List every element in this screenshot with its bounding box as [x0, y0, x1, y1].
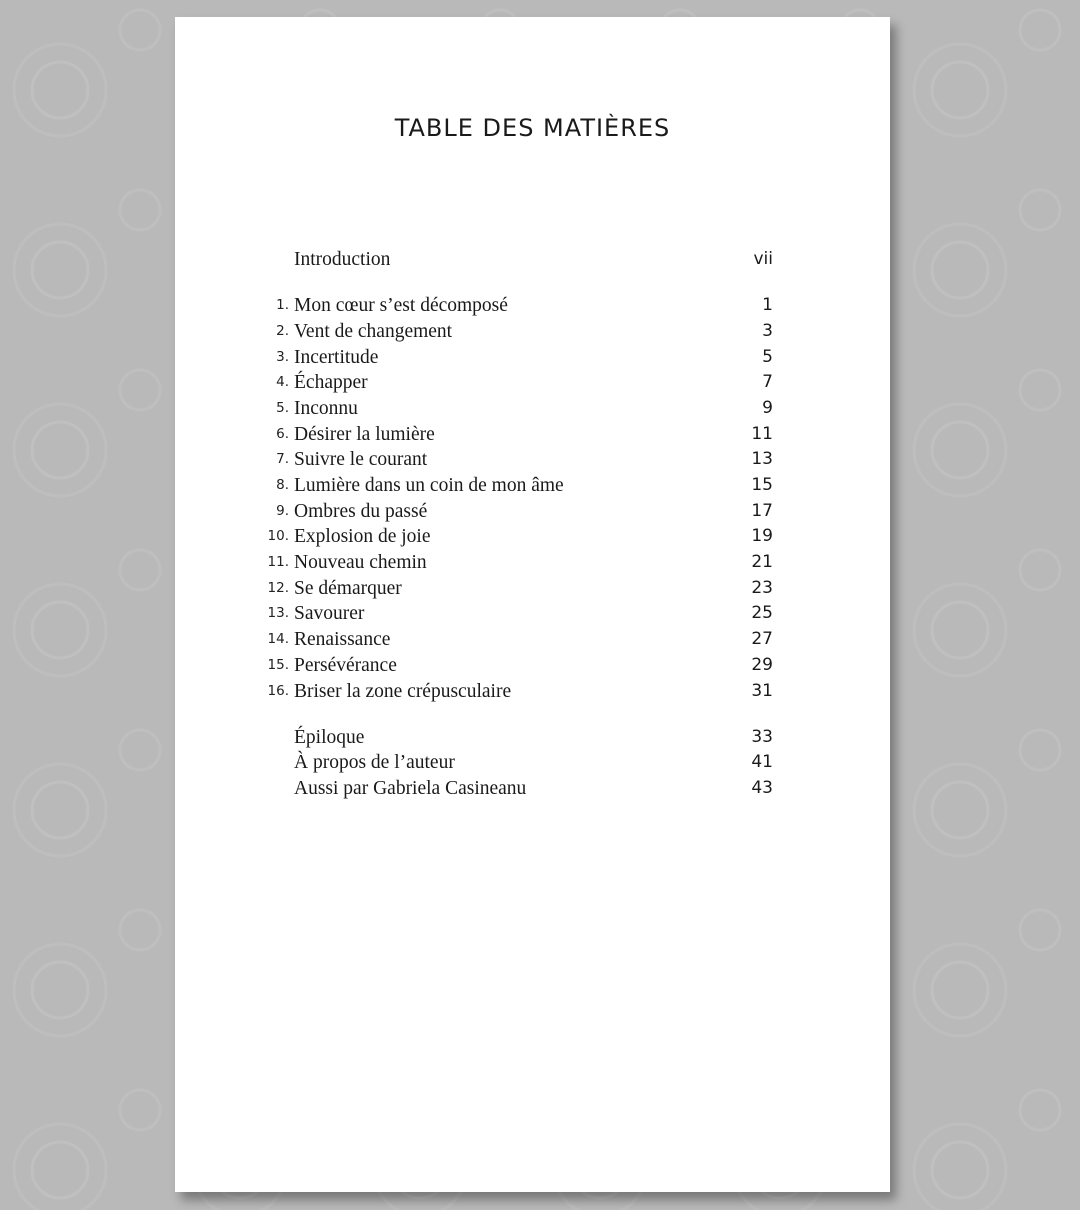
chapter-number: 16.	[267, 682, 289, 699]
chapter-number: 9.	[276, 502, 289, 519]
chapter-number: 14.	[267, 631, 289, 648]
toc-entry-label: Suivre le courant	[294, 449, 428, 471]
toc-entry-label: Briser la zone crépusculaire	[294, 680, 512, 702]
toc-entry-label: À propos de l’auteur	[294, 752, 455, 774]
toc-entry-label: Incertitude	[294, 346, 379, 368]
toc-entry-page: 43	[751, 778, 773, 799]
toc-entry-chapter[interactable]	[175, 293, 890, 319]
table-of-contents	[175, 247, 890, 802]
chapter-number: 8.	[276, 477, 289, 493]
toc-entry-chapter[interactable]	[175, 653, 890, 679]
toc-entry-page: 21	[751, 552, 773, 573]
spacer	[175, 273, 890, 294]
toc-entry-label: Savourer	[294, 603, 365, 625]
toc-entry-chapter[interactable]	[175, 370, 890, 396]
toc-entry-chapter[interactable]	[175, 319, 890, 345]
toc-entry-page: 13	[751, 449, 773, 470]
chapter-number: 15.	[267, 656, 289, 673]
toc-entry-page: 33	[751, 726, 773, 747]
toc-entry-page: 27	[751, 629, 773, 650]
toc-entry-label: Persévérance	[294, 654, 397, 676]
toc-entry-page: 23	[751, 577, 773, 598]
toc-entry-chapter[interactable]	[175, 345, 890, 371]
toc-entry-chapter[interactable]	[175, 473, 890, 499]
toc-entry-page: 41	[751, 752, 773, 773]
toc-entry-chapter[interactable]	[175, 396, 890, 422]
toc-entry-page: 25	[751, 603, 773, 624]
toc-entry-label: Introduction	[294, 249, 391, 270]
toc-entry-label: Épiloque	[294, 726, 365, 748]
chapter-number: 5.	[276, 399, 289, 416]
chapter-number: 2.	[276, 322, 289, 339]
toc-entry-page: 15	[751, 475, 773, 495]
toc-entry-label: Ombres du passé	[294, 500, 428, 522]
toc-entry-chapter[interactable]	[175, 550, 890, 576]
toc-entry-page: 19	[751, 526, 773, 547]
toc-entry-label: Nouveau chemin	[294, 552, 427, 574]
toc-entry-epilogue[interactable]	[175, 725, 890, 751]
chapter-list	[175, 293, 890, 704]
chapter-number: 3.	[276, 348, 289, 365]
toc-entry-page: 11	[751, 423, 773, 444]
toc-entry-page: 3	[762, 320, 773, 341]
toc-entry-label: Échapper	[294, 372, 368, 394]
chapter-number: 7.	[276, 451, 289, 468]
chapter-number: 12.	[267, 579, 289, 596]
toc-entry-chapter[interactable]	[175, 422, 890, 448]
chapter-number: 13.	[267, 605, 289, 622]
toc-entry-page: 31	[751, 680, 773, 701]
toc-entry-label: Se démarquer	[294, 577, 402, 599]
toc-entry-about-author[interactable]	[175, 750, 890, 776]
toc-entry-label: Explosion de joie	[294, 526, 431, 548]
toc-entry-page: vii	[753, 249, 773, 269]
toc-entry-chapter[interactable]	[175, 447, 890, 473]
chapter-number: 4.	[276, 374, 289, 391]
toc-entry-also-by[interactable]	[175, 776, 890, 802]
chapter-number: 1.	[276, 297, 289, 314]
toc-entry-page: 7	[762, 372, 773, 393]
toc-entry-label: Lumière dans un coin de mon âme	[294, 475, 564, 496]
page-title: TABLE DES MATIÈRES	[394, 114, 671, 142]
toc-entry-page: 17	[751, 500, 773, 521]
back-matter-list	[175, 725, 890, 802]
toc-entry-chapter[interactable]	[175, 576, 890, 602]
chapter-number: 10.	[267, 528, 289, 545]
toc-entry-label: Vent de changement	[294, 320, 453, 342]
toc-entry-chapter[interactable]	[175, 679, 890, 705]
toc-entry-chapter[interactable]	[175, 627, 890, 653]
chapter-number: 11.	[267, 554, 289, 571]
toc-entry-chapter[interactable]	[175, 524, 890, 550]
toc-entry-label: Désirer la lumière	[294, 423, 435, 445]
toc-entry-page: 29	[751, 654, 773, 675]
toc-entry-label: Mon cœur s’est décomposé	[294, 295, 508, 317]
toc-entry-label: Renaissance	[294, 629, 391, 651]
toc-entry-chapter[interactable]	[175, 601, 890, 627]
toc-entry-page: 9	[762, 397, 773, 418]
toc-entry-label: Aussi par Gabriela Casineanu	[294, 778, 527, 800]
toc-entry-introduction[interactable]	[175, 247, 890, 273]
toc-entry-label: Inconnu	[294, 397, 358, 419]
chapter-number: 6.	[276, 425, 289, 442]
book-page	[175, 17, 890, 1192]
spacer	[175, 704, 890, 725]
toc-entry-page: 5	[762, 346, 773, 367]
toc-entry-page: 1	[762, 295, 773, 316]
toc-entry-chapter[interactable]	[175, 499, 890, 525]
